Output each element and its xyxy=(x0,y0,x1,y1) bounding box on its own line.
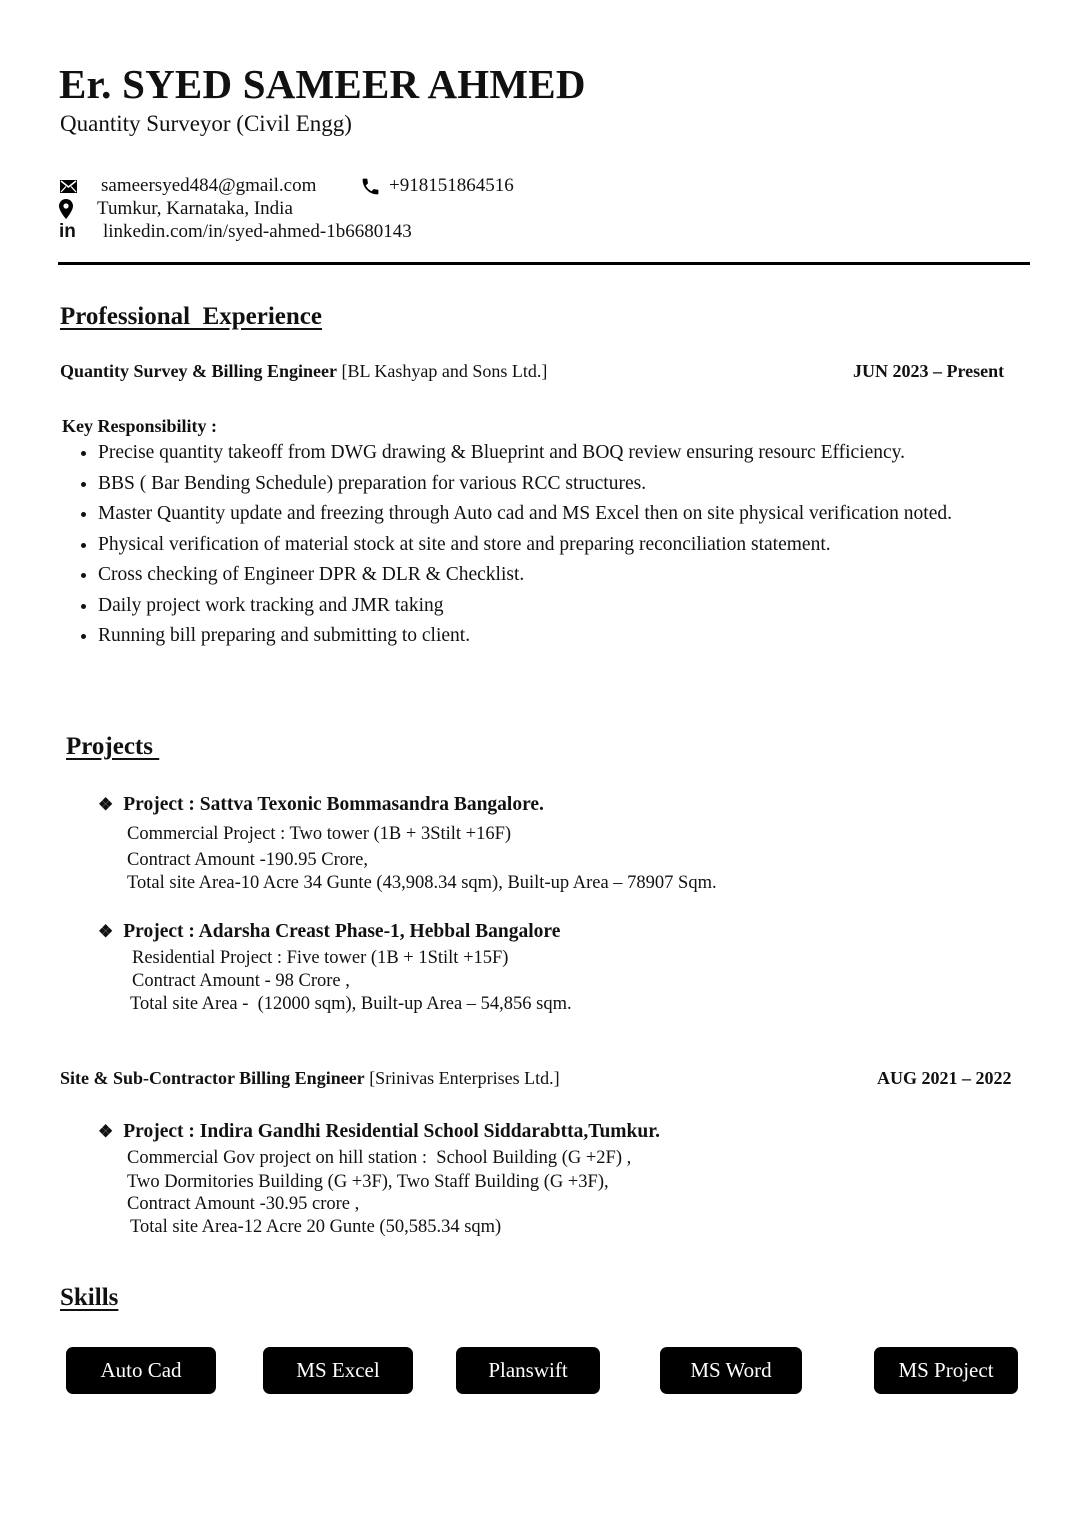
key-responsibility-heading: Key Responsibility : xyxy=(62,416,218,436)
job1-role: Quantity Survey & Billing Engineer xyxy=(60,361,338,381)
diamond-bullet-icon: ❖ xyxy=(98,922,114,941)
job2-dates: AUG 2021 – 2022 xyxy=(877,1068,1012,1088)
project1-title: Project : Sattva Texonic Bommasandra Bangalore. xyxy=(123,794,544,815)
project2-line: Total site Area - (12000 sqm), Built-up Area – 54,856 sqm. xyxy=(130,994,572,1014)
list-item: • Precise quantity takeoff from DWG drawing & Blueprint and BOQ review ensuring resourc Efficiency. xyxy=(98,440,998,467)
experience-heading: Professional Experience xyxy=(60,303,322,330)
phone-icon xyxy=(360,176,381,202)
list-item: • Physical verification of material stock at site and store and preparing reconciliation statement. xyxy=(98,532,998,559)
skill-badge: MS Excel xyxy=(263,1347,413,1394)
skills-heading: Skills xyxy=(60,1284,119,1311)
project1-title-row xyxy=(98,794,544,816)
project1-line: Contract Amount -190.95 Crore, xyxy=(127,850,368,870)
email-link[interactable]: sameersyed484@gmail.com xyxy=(101,175,317,196)
project1-line: Total site Area-10 Acre 34 Gunte (43,908.34 sqm), Built-up Area – 78907 Sqm. xyxy=(127,873,717,893)
linkedin-link[interactable]: linkedin.com/in/syed-ahmed-1b6680143 xyxy=(103,221,412,242)
skill-badge: Auto Cad xyxy=(66,1347,216,1394)
email-icon xyxy=(60,180,77,198)
job2-role: Site & Sub-Contractor Billing Engineer xyxy=(60,1068,365,1088)
projects-heading: Projects xyxy=(66,733,160,760)
list-item: • Master Quantity update and freezing through Auto cad and MS Excel then on site physical verification noted. xyxy=(98,501,998,528)
project2-line: Residential Project : Five tower (1B + 1Stilt +15F) xyxy=(132,948,509,968)
project2-title: Project : Adarsha Creast Phase-1, Hebbal Bangalore xyxy=(123,921,561,942)
phone-number[interactable]: +918151864516 xyxy=(389,175,514,196)
job1-dates: JUN 2023 – Present xyxy=(853,361,1005,381)
job2-company: [Srinivas Enterprises Ltd.] xyxy=(369,1068,560,1088)
responsibility-list xyxy=(60,440,998,654)
list-item: • BBS ( Bar Bending Schedule) preparation for various RCC structures. xyxy=(98,471,998,498)
list-item: • Cross checking of Engineer DPR & DLR & Checklist. xyxy=(98,562,998,589)
diamond-bullet-icon: ❖ xyxy=(98,1122,114,1141)
skill-badge: MS Word xyxy=(660,1347,802,1394)
linkedin-icon: in xyxy=(59,221,76,242)
skill-badge: Planswift xyxy=(456,1347,600,1394)
project1-line: Commercial Project : Two tower (1B + 3Stilt +16F) xyxy=(127,824,512,844)
project2-line: Contract Amount - 98 Crore , xyxy=(132,971,350,991)
candidate-name: Er. SYED SAMEER AHMED xyxy=(59,61,586,107)
project3-line: Two Dormitories Building (G +3F), Two Staff Building (G +3F), xyxy=(127,1172,609,1192)
project2-title-row xyxy=(98,921,560,943)
list-item: • Running bill preparing and submitting to client. xyxy=(98,623,998,650)
job-title: Quantity Surveyor (Civil Engg) xyxy=(60,111,352,136)
job1-line xyxy=(60,361,547,382)
project3-line: Contract Amount -30.95 crore , xyxy=(127,1194,360,1214)
job1-company: [BL Kashyap and Sons Ltd.] xyxy=(341,361,548,381)
project3-title-row xyxy=(98,1121,660,1143)
skill-badge: MS Project xyxy=(874,1347,1018,1394)
project3-title: Project : Indira Gandhi Residential School Siddarabtta,Tumkur. xyxy=(123,1121,660,1142)
diamond-bullet-icon: ❖ xyxy=(98,795,114,814)
job2-line xyxy=(60,1068,560,1089)
project3-line: Total site Area-12 Acre 20 Gunte (50,585.34 sqm) xyxy=(130,1217,502,1237)
list-item: • Daily project work tracking and JMR taking xyxy=(98,593,998,620)
location-text: Tumkur, Karnataka, India xyxy=(97,198,293,219)
header-divider xyxy=(58,262,1030,265)
project3-line: Commercial Gov project on hill station : School Building (G +2F) , xyxy=(127,1148,632,1168)
